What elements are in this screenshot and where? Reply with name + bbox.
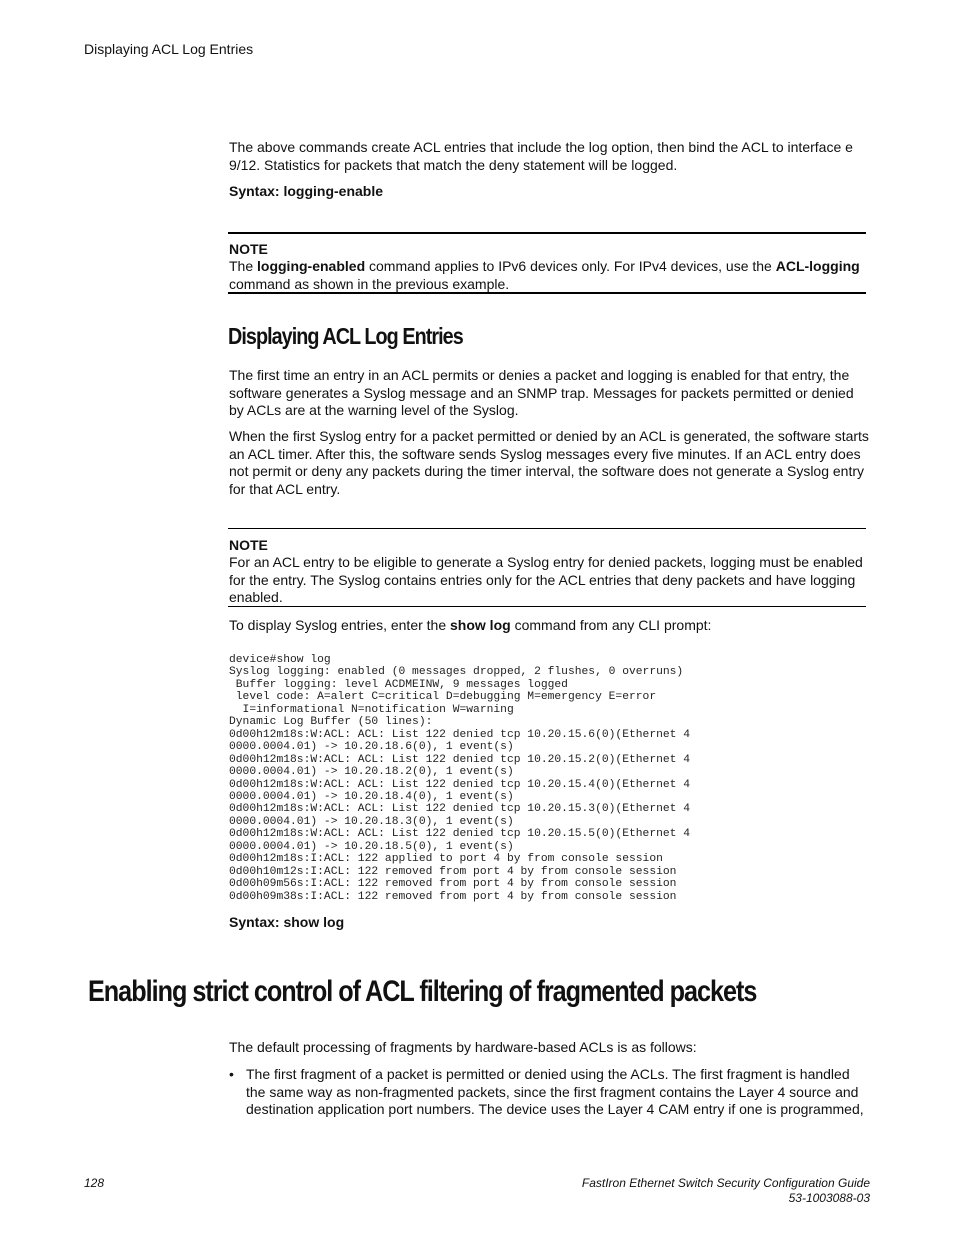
section-paragraph-2: When the first Syslog entry for a packet permitted or denied by an ACL is generated, the software starts an ACL timer. After this, the software sends Syslog messages every five minutes. If an ACL entry does not permit or deny any packets during the timer interval, the software does not generate a Syslog entry for that ACL entry. (229, 428, 869, 497)
note-label: NOTE (229, 241, 268, 257)
section-heading: Displaying ACL Log Entries (228, 323, 463, 349)
bullet-item-1: The first fragment of a packet is permitted or denied using the ACLs. The first fragment is handled the same way as non-fragmented packets, since the first fragment contains the Layer 4 source and destination application port numbers. The device uses the Layer 4 CAM entry if one is programmed, (246, 1066, 864, 1117)
footer-doc-title: FastIron Ethernet Switch Security Configuration Guide (581, 1176, 870, 1190)
note2-bottom-rule (228, 606, 866, 607)
note2-top-rule (228, 528, 866, 529)
intro-paragraph: The above commands create ACL entries that include the log option, then bind the ACL to interface e 9/12. Statistics for packets that match the deny statement will be logged. (229, 139, 853, 173)
footer-doc-number: 53-1003088-03 (788, 1191, 870, 1205)
fragment-intro-paragraph: The default processing of fragments by hardware-based ACLs is as follows: (229, 1039, 697, 1055)
section-paragraph-1: The first time an entry in an ACL permits or denies a packet and logging is enabled for that entry, the software generates a Syslog message and an SNMP trap. Messages for packets permitted or denied by ACLs are at the warning level of the Syslog. (229, 367, 854, 418)
note2-label: NOTE (229, 537, 268, 553)
footer-doc-info (582, 1176, 870, 1206)
display-instruction: To display Syslog entries, enter the show log command from any CLI prompt: (229, 617, 712, 633)
cli-output-code-block: device#show log Syslog logging: enabled (0 messages dropped, 2 flushes, 0 overruns) Buffer logging: level ACDMEINW, 9 messages logged level code: A=alert C=critical D=debugging M=emergency E=error I=informational N=notification W=warning Dynamic Log Buffer (50 lines): 0d00h12m18s:W:ACL: ACL: List 122 denied tcp 10.20.15.6(0)(Ethernet 4 0000.0004.01) -> 10.20.18.6(0), 1 event(s) 0d00h12m18s:W:ACL: ACL: List 122 denied tcp 10.20.15.2(0)(Ethernet 4 0000.0004.01) -> 10.20.18.2(0), 1 event(s) 0d00h12m18s:W:ACL: ACL: List 122 denied tcp 10.20.15.4(0)(Ethernet 4 0000.0004.01) -> 10.20.18.4(0), 1 event(s) 0d00h12m18s:W:ACL: ACL: List 122 denied tcp 10.20.15.3(0)(Ethernet 4 0000.0004.01) -> 10.20.18.3(0), 1 event(s) 0d00h12m18s:W:ACL: ACL: List 122 denied tcp 10.20.15.5(0)(Ethernet 4 0000.0004.01) -> 10.20.18.5(0), 1 event(s) 0d00h12m18s:I:ACL: 122 applied to port 4 by from console session 0d00h10m12s:I:ACL: 122 removed from port 4 by from console session 0d00h09m56s:I:ACL: 122 removed from port 4 by from console session 0d00h09m38s:I:ACL: 122 removed from port 4 by from console session (229, 654, 690, 903)
running-header: Displaying ACL Log Entries (84, 41, 254, 57)
chapter-heading: Enabling strict control of ACL filtering of fragmented packets (88, 975, 757, 1008)
syntax-logging-enable: Syntax: logging-enable (229, 183, 384, 199)
bullet-mark: • (229, 1066, 234, 1082)
syntax-show-log: Syntax: show log (229, 914, 345, 930)
note2-text: For an ACL entry to be eligible to generate a Syslog entry for denied packets, logging must be enabled for the entry. The Syslog contains entries only for the ACL entries that deny packets and have logging enabled. (229, 554, 863, 605)
page-number: 128 (84, 1176, 105, 1190)
note-text: The logging-enabled command applies to IPv6 devices only. For IPv4 devices, use the ACL-logging command as shown in the previous example. (229, 258, 860, 292)
note-top-rule (228, 232, 866, 234)
note-bottom-rule (228, 292, 866, 294)
